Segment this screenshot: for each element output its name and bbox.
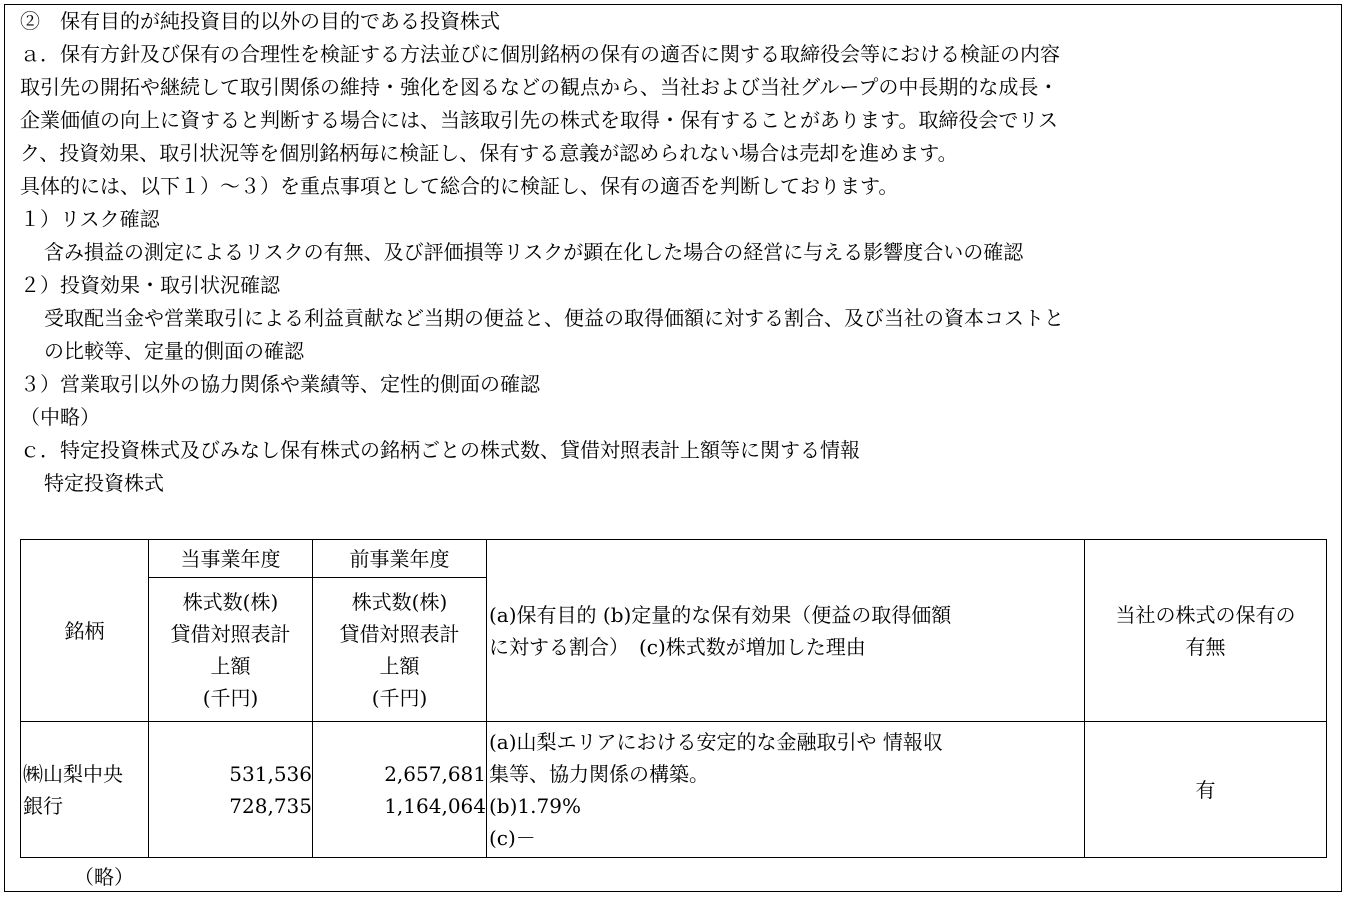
table-row <box>21 722 1327 858</box>
header-amount-label: 上額 <box>379 653 420 678</box>
header-purpose <box>487 540 1085 722</box>
section-a-body-line: 取引先の開拓や継続して取引関係の維持・強化を図るなどの観点から、当社および当社グループの中長期的な成長・ <box>20 75 1059 99</box>
section-c-heading: ｃ．特定投資株式及びみなし保有株式の銘柄ごとの株式数、貸借対照表計上額等に関する情報 <box>20 438 860 462</box>
item-1-description: 含み損益の測定によるリスクの有無、及び評価損等リスクが顕在化した場合の経営に与える影響度合いの確認 <box>44 240 1024 264</box>
header-shares-label: 株式数(株) <box>351 589 448 614</box>
header-current-units <box>149 578 313 722</box>
purpose-line: 集等、協力関係の構築。 <box>489 761 709 786</box>
previous-amount: 1,164,064 <box>384 793 486 818</box>
current-year-values <box>149 722 313 858</box>
section-title: ② 保有目的が純投資目的以外の目的である投資株式 <box>20 9 500 33</box>
item-3-title: ３）営業取引以外の協力関係や業績等、定性的側面の確認 <box>20 372 540 396</box>
section-a-body-line: 具体的には、以下１）～３）を重点事項として総合的に検証し、保有の適否を判断しております。 <box>20 174 899 198</box>
header-previous-year: 前事業年度 <box>313 540 487 578</box>
purpose-line: (b)1.79% <box>489 793 581 818</box>
purpose-line: (a)山梨エリアにおける安定的な金融取引や 情報収 <box>489 729 943 754</box>
current-shares: 531,536 <box>229 761 312 786</box>
holdings-table <box>20 539 1327 858</box>
header-issue: 銘柄 <box>21 540 149 722</box>
item-2-description: の比較等、定量的側面の確認 <box>44 339 304 363</box>
section-a-body-line: ク、投資効果、取引状況等を個別銘柄毎に検証し、保有する意義が認められない場合は売却を進めます。 <box>20 141 958 165</box>
cross-holding-value: 有 <box>1085 722 1327 858</box>
section-a-body-line: 企業価値の向上に資すると判断する場合には、当該取引先の株式を取得・保有することがあります。取締役会でリス <box>20 108 1058 132</box>
header-shares-label: 株式数(株) <box>182 589 279 614</box>
header-previous-units <box>313 578 487 722</box>
issue-name-line: 銀行 <box>23 793 63 818</box>
purpose-detail <box>487 722 1085 858</box>
header-purpose-line: (a)保有目的 (b)定量的な保有効果（便益の取得価額 <box>489 602 952 627</box>
header-cross-holding-line: 当社の株式の保有の <box>1115 602 1296 627</box>
issue-name-line: ㈱山梨中央 <box>23 761 123 786</box>
previous-year-values <box>313 722 487 858</box>
header-amount-unit: (千円) <box>371 685 428 710</box>
section-a-heading: ａ．保有方針及び保有の合理性を検証する方法並びに個別銘柄の保有の適否に関する取締役会等における検証の内容 <box>20 42 1060 66</box>
issue-name <box>21 722 149 858</box>
header-amount-unit: (千円) <box>202 685 259 710</box>
header-cross-holding <box>1085 540 1327 722</box>
omitted-note: （中略） <box>20 405 100 429</box>
previous-shares: 2,657,681 <box>384 761 486 786</box>
section-c-subheading: 特定投資株式 <box>44 471 164 495</box>
header-amount-label: 上額 <box>210 653 251 678</box>
header-amount-label: 貸借対照表計 <box>339 621 460 646</box>
table-header-row <box>21 540 1327 578</box>
header-cross-holding-line: 有無 <box>1185 634 1226 659</box>
item-1-title: １）リスク確認 <box>20 207 160 231</box>
item-2-title: ２）投資効果・取引状況確認 <box>20 273 280 297</box>
header-purpose-line: に対する割合） (c)株式数が増加した理由 <box>489 634 866 659</box>
current-amount: 728,735 <box>229 793 312 818</box>
purpose-line: (c)－ <box>489 825 536 850</box>
omitted-note-bottom: （略） <box>74 865 134 889</box>
item-2-description: 受取配当金や営業取引による利益貢献など当期の便益と、便益の取得価額に対する割合、及び当社の資本コストと <box>44 306 1064 330</box>
header-current-year: 当事業年度 <box>149 540 313 578</box>
header-amount-label: 貸借対照表計 <box>170 621 291 646</box>
